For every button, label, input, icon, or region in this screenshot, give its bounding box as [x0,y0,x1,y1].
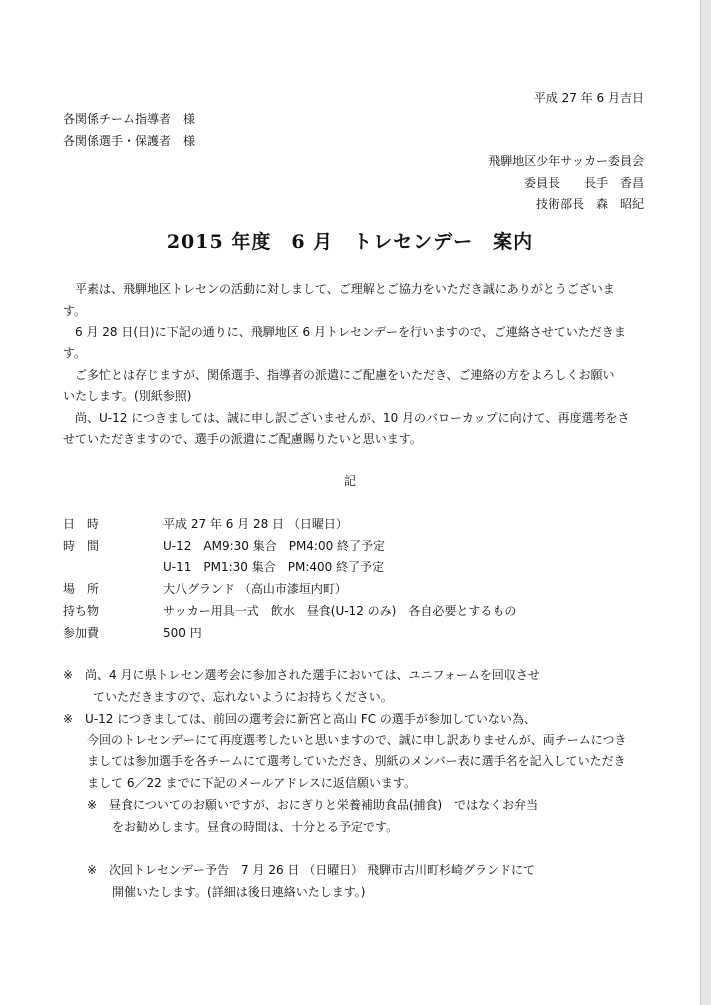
body-line: す。 [63,346,87,360]
detail-label-date: 日 時 [63,517,100,531]
detail-value-time-u11: U-11 PM1:30 集合 PM:400 終了予定 [163,560,385,574]
note-line: をお勧めします。昼食の時間は、十分とる予定です。 [112,820,399,834]
note-line: まして 6／22 までに下記のメールアドレスに返信願います。 [87,776,416,790]
note-line: ましては参加選手を各チームにて選考していただき、別紙のメンバー表に選手名を記入していただき [87,754,626,768]
detail-label-fee: 参加費 [63,626,100,640]
vertical-scrollbar[interactable] [701,0,711,1005]
document-title: 2015 年度 6 月 トレセンデー 案内 [166,231,534,253]
body-line: いたします。(別紙参照) [63,389,192,403]
detail-label-time: 時 間 [63,539,100,553]
sender-chair: 委員長 長手 香昌 [523,176,644,190]
body-line: ご多忙とは存じますが、関係選手、指導者の派遣にご配慮をいただき、ご連絡の方をよろしくお願い [63,368,615,382]
addressee-coaches: 各関係チーム指導者 様 [63,112,196,126]
detail-value-place: 大八グランド （高山市漆垣内町） [163,582,347,596]
note-line: ※ 次回トレセンデー予告 7 月 26 日 （日曜日） 飛騨市古川町杉崎グランドにて [87,863,536,877]
detail-value-fee: 500 円 [163,626,202,640]
ki-heading: 記 [343,474,356,488]
detail-label-place: 場 所 [63,582,100,596]
detail-value-items: サッカー用具一式 飲水 昼食(U-12 のみ) 各自必要とするもの [163,604,517,618]
note-line: ※ 昼食についてのお願いですが、おにぎりと栄養補助食品(捕食) ではなくお弁当 [87,798,539,812]
body-line: す。 [63,304,87,318]
detail-value-time-u12: U-12 AM9:30 集合 PM4:00 終了予定 [163,539,386,553]
detail-value-date: 平成 27 年 6 月 28 日 （日曜日） [163,517,348,531]
note-line: 今回のトレセンデーにて再度選考したいと思いますので、誠に申し訳ありませんが、両チームにつき [87,733,627,747]
body-line: 平素は、飛騨地区トレセンの活動に対しまして、ご理解とご協力をいただき誠にありがとうございま [63,282,615,296]
body-line: 尚、U-12 につきましては、誠に申し訳ございませんが、10 月のバローカップに向けて、再度選考をさ [63,411,630,425]
note-line: ※ 尚、4 月に県トレセン選考会に参加された選手においては、ユニフォームを回収させ [63,668,540,682]
sender-tech: 技術部長 森 昭紀 [535,197,644,211]
note-line: ※ U-12 につきましては、前回の選考会に新宮と高山 FC の選手が参加していない為、 [63,712,536,726]
body-line: 6 月 28 日(日)に下記の通りに、飛騨地区 6 月トレセンデーを行いますので、ご連絡させていただきま [63,325,626,339]
note-line: 開催いたします。(詳細は後日連絡いたします。) [112,885,366,899]
sender-org: 飛騨地区少年サッカー委員会 [488,154,644,168]
body-line: せていただきますので、選手の派遣にご配慮賜りたいと思います。 [63,432,422,446]
detail-label-items: 持ち物 [63,604,100,618]
note-line: ていただきますので、忘れないようにお持ちください。 [93,690,393,704]
issue-date: 平成 27 年 6 月吉日 [533,91,644,105]
addressee-players: 各関係選手・保護者 様 [63,134,196,148]
